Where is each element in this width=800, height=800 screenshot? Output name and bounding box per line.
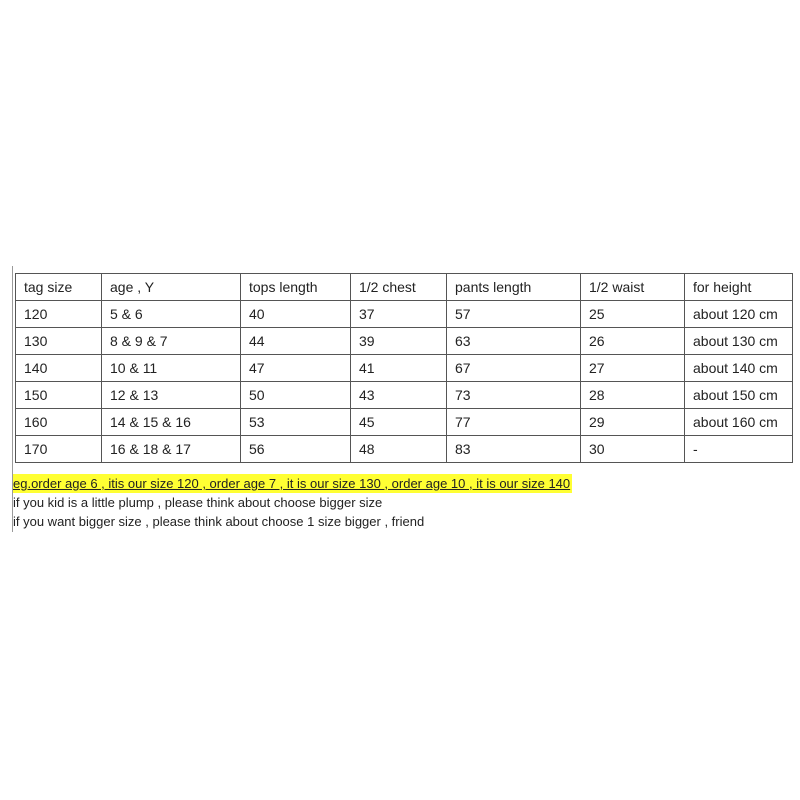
cell-pants-length: 57 [447, 301, 581, 328]
example-note-line [13, 474, 572, 493]
cell-age: 12 & 13 [102, 382, 241, 409]
table-row [16, 355, 793, 382]
size-notes [13, 474, 572, 531]
header-tag-size: tag size [16, 274, 102, 301]
bigger-size-tip-note: if you want bigger size , please think about choose 1 size bigger , friend [13, 514, 425, 529]
cell-half-waist: 27 [581, 355, 685, 382]
cell-half-waist: 29 [581, 409, 685, 436]
cell-half-chest: 48 [351, 436, 447, 463]
cell-pants-length: 77 [447, 409, 581, 436]
table-row [16, 409, 793, 436]
header-half-waist: 1/2 waist [581, 274, 685, 301]
cell-half-waist: 28 [581, 382, 685, 409]
cell-pants-length: 73 [447, 382, 581, 409]
cell-half-chest: 43 [351, 382, 447, 409]
cell-tag-size: 130 [16, 328, 102, 355]
cell-tops-length: 44 [241, 328, 351, 355]
cell-for-height: - [685, 436, 793, 463]
cell-tag-size: 120 [16, 301, 102, 328]
cell-pants-length: 83 [447, 436, 581, 463]
cell-tag-size: 170 [16, 436, 102, 463]
cell-for-height: about 150 cm [685, 382, 793, 409]
table-row [16, 301, 793, 328]
cell-for-height: about 120 cm [685, 301, 793, 328]
cell-tag-size: 160 [16, 409, 102, 436]
plump-tip-note: if you kid is a little plump , please think about choose bigger size [13, 495, 383, 510]
cell-tag-size: 140 [16, 355, 102, 382]
size-chart-table [15, 273, 793, 463]
cell-tops-length: 47 [241, 355, 351, 382]
cell-half-chest: 41 [351, 355, 447, 382]
table-header-row [16, 274, 793, 301]
example-note-highlight: eg.order age 6 , itis our size 120 , order age 7 , it is our size 130 , order age 10 , it is our size 140 [13, 476, 571, 491]
cell-tag-size: 150 [16, 382, 102, 409]
header-for-height: for height [685, 274, 793, 301]
cell-tops-length: 56 [241, 436, 351, 463]
cell-half-chest: 37 [351, 301, 447, 328]
cell-half-waist: 30 [581, 436, 685, 463]
header-half-chest: 1/2 chest [351, 274, 447, 301]
cell-for-height: about 140 cm [685, 355, 793, 382]
cell-age: 10 & 11 [102, 355, 241, 382]
cell-half-chest: 45 [351, 409, 447, 436]
cell-pants-length: 63 [447, 328, 581, 355]
cell-pants-length: 67 [447, 355, 581, 382]
cell-age: 8 & 9 & 7 [102, 328, 241, 355]
cell-half-waist: 25 [581, 301, 685, 328]
table-row [16, 328, 793, 355]
header-age: age , Y [102, 274, 241, 301]
cell-tops-length: 53 [241, 409, 351, 436]
cell-age: 16 & 18 & 17 [102, 436, 241, 463]
header-tops-length: tops length [241, 274, 351, 301]
cell-tops-length: 40 [241, 301, 351, 328]
cell-for-height: about 130 cm [685, 328, 793, 355]
cell-half-waist: 26 [581, 328, 685, 355]
cell-tops-length: 50 [241, 382, 351, 409]
table-row [16, 382, 793, 409]
cell-age: 5 & 6 [102, 301, 241, 328]
table-row [16, 436, 793, 463]
header-pants-length: pants length [447, 274, 581, 301]
cell-half-chest: 39 [351, 328, 447, 355]
cell-for-height: about 160 cm [685, 409, 793, 436]
cell-age: 14 & 15 & 16 [102, 409, 241, 436]
